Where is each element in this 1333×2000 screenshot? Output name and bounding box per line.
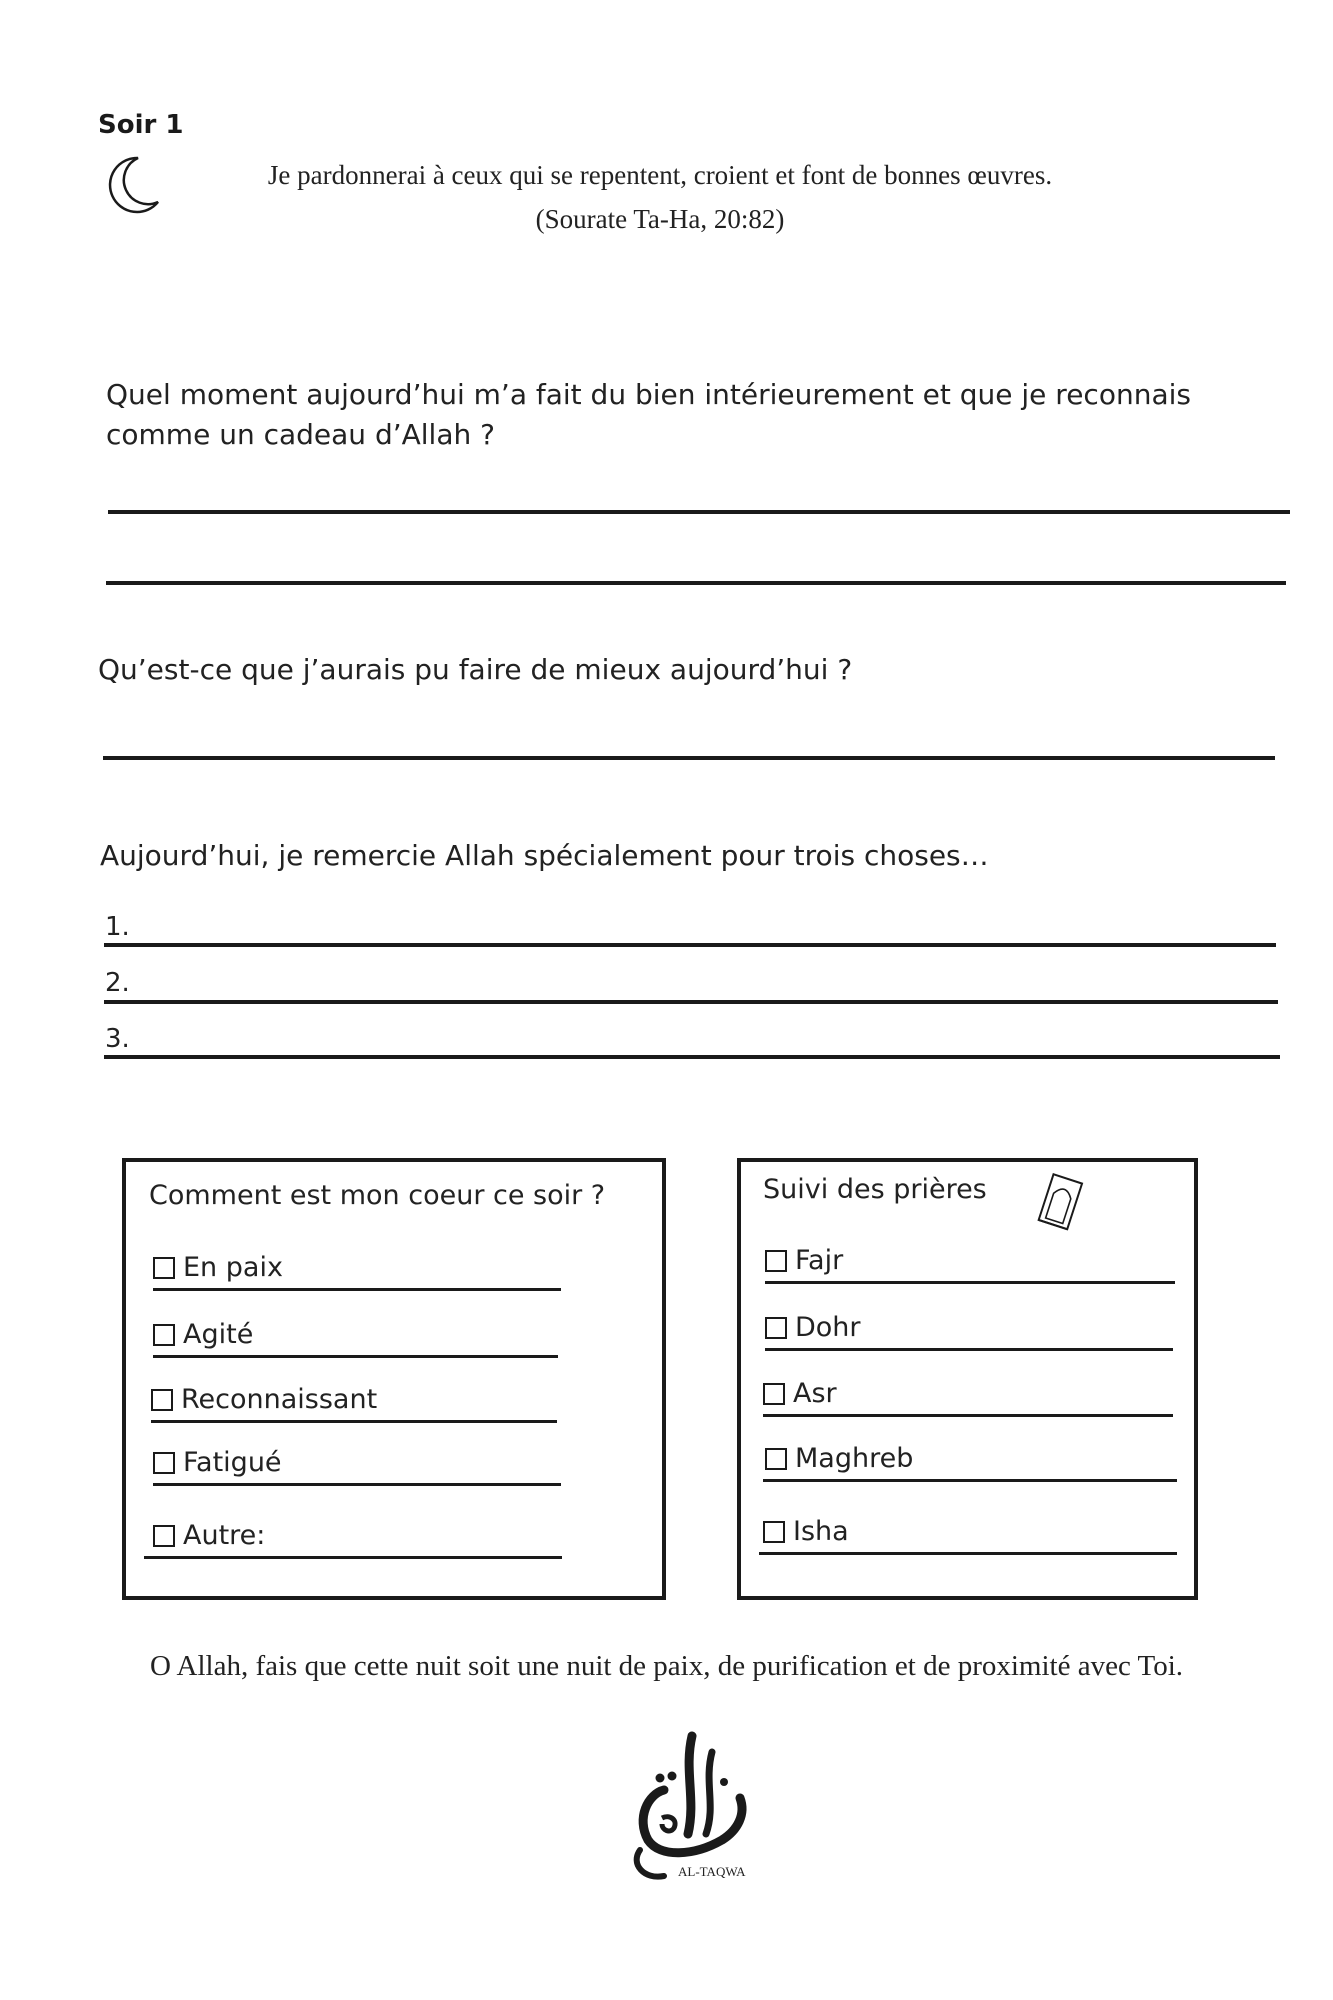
prayer-mat-icon: [1031, 1172, 1091, 1234]
checkbox[interactable]: [765, 1317, 787, 1339]
checkbox[interactable]: [765, 1448, 787, 1470]
option-underline: [153, 1288, 561, 1291]
gratitude-line[interactable]: [104, 1055, 1280, 1059]
answer-line[interactable]: [103, 756, 1275, 760]
option-underline: [765, 1281, 1175, 1284]
checkbox[interactable]: [153, 1257, 175, 1279]
checkbox[interactable]: [151, 1389, 173, 1411]
prayer-option-isha[interactable]: Isha: [763, 1516, 849, 1547]
option-underline: [765, 1348, 1173, 1351]
prayer-tracking-box: [737, 1158, 1198, 1600]
prayer-option-fajr[interactable]: Fajr: [765, 1245, 843, 1276]
checkbox[interactable]: [763, 1521, 785, 1543]
option-underline: [759, 1552, 1177, 1555]
option-underline: [153, 1355, 558, 1358]
option-underline: [763, 1479, 1177, 1482]
verse-reference: (Sourate Ta-Ha, 20:82): [535, 204, 785, 234]
question-1-line-1: Quel moment aujourd’hui m’a fait du bien intérieurement et que je reconnais: [106, 378, 1191, 411]
gratitude-line[interactable]: [104, 943, 1276, 947]
checkbox[interactable]: [153, 1324, 175, 1346]
logo-latin-text: AL-TAQWA: [678, 1864, 746, 1879]
prayer-option-dohr[interactable]: Dohr: [765, 1312, 861, 1343]
heart-option[interactable]: Reconnaissant: [151, 1384, 377, 1415]
gratitude-item-number: 1.: [105, 912, 130, 942]
question-2: Qu’est-ce que j’aurais pu faire de mieux aujourd’hui ?: [98, 653, 853, 686]
prayer-option-maghreb[interactable]: Maghreb: [765, 1443, 913, 1474]
heart-option[interactable]: Autre:: [153, 1520, 265, 1551]
checkbox[interactable]: [153, 1452, 175, 1474]
gratitude-item-number: 2.: [105, 968, 130, 998]
question-1-line-2: comme un cadeau d’Allah ?: [106, 418, 496, 451]
heart-option[interactable]: Fatigué: [153, 1447, 282, 1478]
checkbox[interactable]: [765, 1250, 787, 1272]
gratitude-line[interactable]: [104, 1000, 1278, 1004]
checkbox[interactable]: [763, 1383, 785, 1405]
gratitude-item-number: 3.: [105, 1024, 130, 1054]
option-underline: [763, 1414, 1173, 1417]
crescent-moon-icon: [96, 150, 166, 220]
question-3: Aujourd’hui, je remercie Allah spécialement pour trois choses…: [100, 839, 989, 872]
answer-line[interactable]: [106, 581, 1286, 585]
page-title: Soir 1: [98, 110, 184, 140]
al-taqwa-calligraphy-logo: [600, 1730, 770, 1890]
option-underline: [144, 1556, 562, 1559]
answer-line[interactable]: [108, 510, 1290, 514]
closing-prayer: O Allah, fais que cette nuit soit une nuit de paix, de purification et de proximité avec Toi.: [149, 1650, 1184, 1682]
checkbox[interactable]: [153, 1525, 175, 1547]
heart-state-box: [122, 1158, 666, 1600]
heart-box-title: Comment est mon coeur ce soir ?: [149, 1180, 606, 1211]
prayer-option-asr[interactable]: Asr: [763, 1378, 837, 1409]
prayer-box-title: Suivi des prières: [763, 1174, 987, 1205]
verse-text: Je pardonnerai à ceux qui se repentent, croient et font de bonnes œuvres.: [267, 160, 1053, 190]
option-underline: [153, 1483, 561, 1486]
option-underline: [151, 1420, 557, 1423]
heart-option[interactable]: Agité: [153, 1319, 253, 1350]
heart-option[interactable]: En paix: [153, 1252, 283, 1283]
